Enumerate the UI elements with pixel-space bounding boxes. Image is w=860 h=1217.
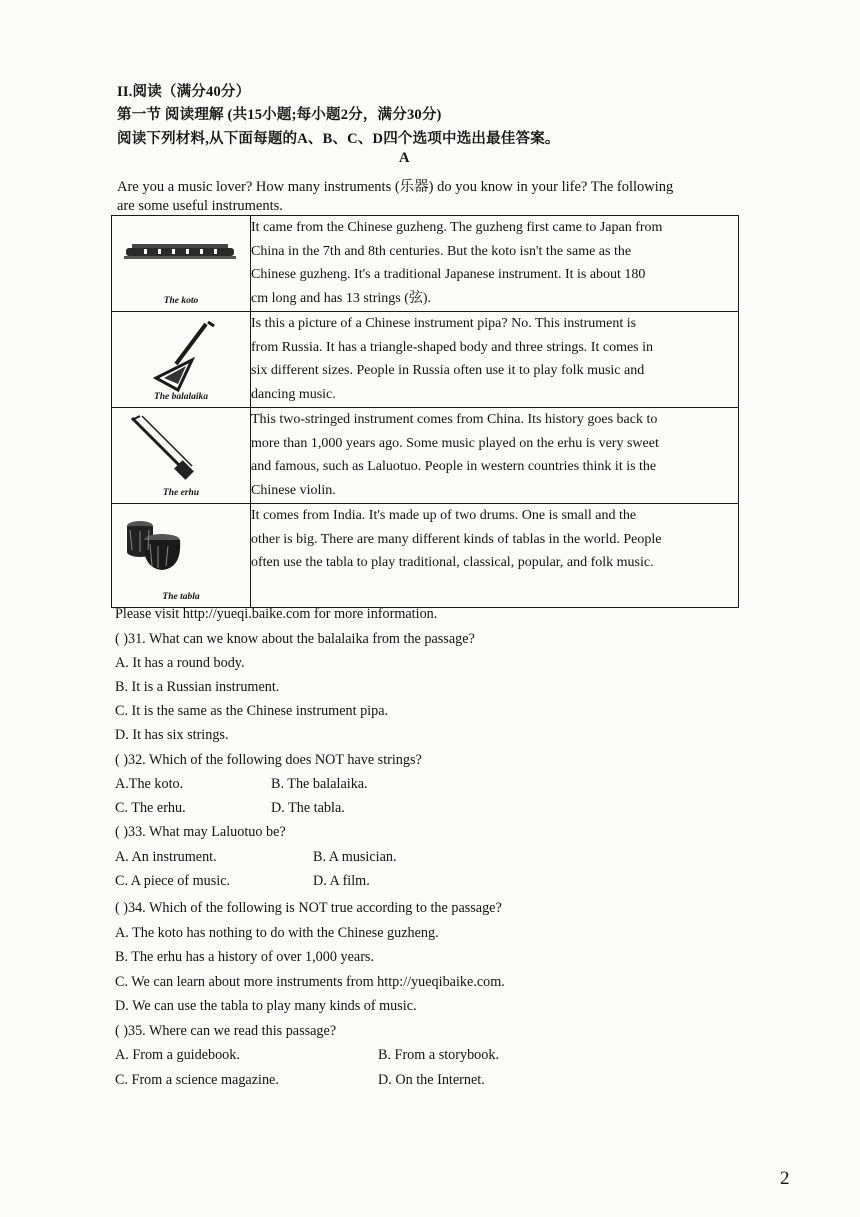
- option: B. The balalaika.: [271, 776, 368, 792]
- question-32-stem: ( )32. Which of the following does NOT have strings?: [115, 752, 422, 768]
- text-line: and famous, such as Laluotuo. People in western countries think it is the: [251, 459, 657, 474]
- koto-cell: [112, 216, 251, 312]
- text-line: six different sizes. People in Russia often use it to play folk music and: [251, 363, 645, 378]
- option: A. From a guidebook.: [115, 1047, 240, 1063]
- text-line: more than 1,000 years ago. Some music played on the erhu is very sweet: [251, 435, 659, 451]
- option: C. A piece of music.: [115, 873, 231, 889]
- question-31-stem: ( )31. What can we know about the balalaika from the passage?: [115, 631, 475, 647]
- instrument-table: [111, 215, 739, 608]
- tabla-description: [251, 504, 739, 608]
- option: B. It is a Russian instrument.: [115, 679, 280, 695]
- table-row: [112, 216, 739, 312]
- text-line: Chinese violin.: [251, 482, 336, 498]
- passage-label: A: [399, 150, 410, 166]
- balalaika-cell: [112, 312, 251, 408]
- footer-note: Please visit http://yueqi.baike.com for more information.: [115, 606, 438, 622]
- table-row: [112, 312, 739, 408]
- option: C. From a science magazine.: [115, 1072, 279, 1088]
- option: C. It is the same as the Chinese instrument pipa.: [115, 703, 389, 719]
- balalaika-description: [251, 312, 739, 408]
- intro-line-2: are some useful instruments.: [117, 198, 283, 214]
- intro-line-1: Are you a music lover? How many instruments (乐器) do you know in your life? The following: [117, 179, 674, 195]
- option: B. The erhu has a history of over 1,000 years.: [115, 949, 374, 965]
- koto-icon: [124, 240, 236, 262]
- question-33-stem: ( )33. What may Laluotuo be?: [115, 824, 286, 840]
- option: D. A film.: [313, 873, 370, 889]
- balalaika-icon: [148, 320, 218, 392]
- text-line: other is big. There are many different kinds of tablas in the world. People: [251, 531, 662, 547]
- question-34-stem: ( )34. Which of the following is NOT true according to the passage?: [115, 900, 502, 916]
- balalaika-caption: The balalaika: [153, 392, 209, 402]
- tabla-icon: [124, 516, 184, 576]
- instruction-text: 阅读下列材料,从下面每题的A、B、C、D四个选项中选出最佳答案。: [117, 131, 560, 147]
- text-line: China in the 7th and 8th centuries. But the koto isn't the same as the: [251, 243, 632, 259]
- tabla-caption: The tabla: [162, 592, 200, 602]
- koto-caption: The koto: [163, 296, 199, 306]
- tabla-cell: [112, 504, 251, 608]
- erhu-cell: [112, 408, 251, 504]
- section-title: II.阅读（满分40分）: [117, 84, 251, 100]
- table-row: [112, 408, 739, 504]
- option: A.The koto.: [115, 776, 184, 792]
- text-line: It comes from India. It's made up of two drums. One is small and the: [251, 508, 637, 523]
- option: A. It has a round body.: [115, 655, 245, 671]
- option: A. The koto has nothing to do with the Chinese guzheng.: [115, 925, 439, 941]
- option: A. An instrument.: [115, 849, 217, 865]
- part-heading: 第一节 阅读理解 (共15小题;每小题2分，满分30分): [117, 107, 442, 123]
- option: D. On the Internet.: [378, 1072, 485, 1088]
- koto-description: [251, 216, 739, 312]
- text-line: dancing music.: [251, 386, 336, 402]
- text-line: often use the tabla to play traditional, classical, popular, and folk music.: [251, 555, 654, 570]
- option: C. The erhu.: [115, 800, 186, 816]
- text-line: Is this a picture of a Chinese instrument pipa? No. This instrument is: [251, 316, 637, 331]
- table-row: [112, 504, 739, 608]
- erhu-icon: [128, 414, 198, 484]
- option: B. A musician.: [313, 849, 397, 865]
- option: B. From a storybook.: [378, 1047, 499, 1063]
- text-line: from Russia. It has a triangle-shaped body and three strings. It comes in: [251, 339, 654, 355]
- option: D. The tabla.: [271, 800, 345, 816]
- option: D. It has six strings.: [115, 727, 229, 743]
- text-line: cm long and has 13 strings (弦).: [251, 290, 432, 306]
- option: C. We can learn about more instruments from http://yueqibaike.com.: [115, 974, 505, 990]
- erhu-caption: The erhu: [162, 488, 200, 498]
- page-number: 2: [780, 1168, 790, 1189]
- option: D. We can use the tabla to play many kinds of music.: [115, 998, 417, 1014]
- text-line: Chinese guzheng. It's a traditional Japanese instrument. It is about 180: [251, 267, 646, 282]
- question-35-stem: ( )35. Where can we read this passage?: [115, 1023, 337, 1039]
- text-line: It came from the Chinese guzheng. The guzheng first came to Japan from: [251, 220, 663, 235]
- erhu-description: [251, 408, 739, 504]
- text-line: This two-stringed instrument comes from China. Its history goes back to: [251, 412, 658, 427]
